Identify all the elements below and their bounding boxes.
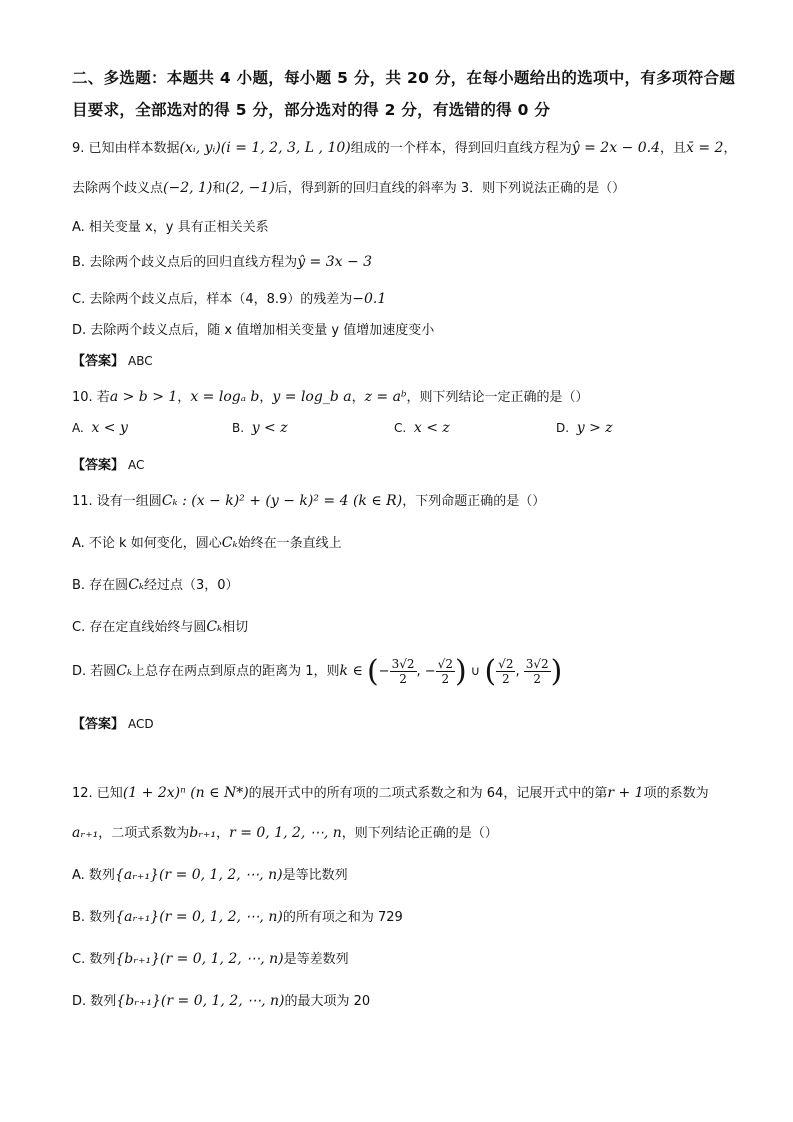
answer-label: 【答案】 bbox=[72, 458, 125, 473]
comma-minus: , − bbox=[416, 664, 436, 679]
option-text: 是等比数列 bbox=[282, 868, 348, 883]
q9-stem-text: 后，得到新的回归直线的斜率为 3．则下列说法正确的是（） bbox=[274, 181, 626, 196]
q10-stem-text: ， bbox=[177, 390, 191, 405]
q10-y-def: y = log_b a bbox=[272, 389, 352, 405]
option-text: C. 存在定直线始终与圆 bbox=[72, 620, 207, 635]
q12-option-b bbox=[72, 906, 403, 925]
comma: , bbox=[515, 664, 524, 679]
q11-circle-eq: Cₖ : (x − k)² + (y − k)² = 4 (k ∈ R) bbox=[161, 493, 403, 509]
q10-option-b bbox=[232, 420, 288, 436]
q10-x-def: x = logₐ b bbox=[190, 389, 260, 405]
q9-stem-text: 组成的一个样本，得到回归直线方程为 bbox=[350, 141, 572, 156]
q9-answer bbox=[72, 350, 153, 369]
option-math: k ∈ bbox=[339, 663, 363, 679]
q11-option-d bbox=[72, 654, 562, 689]
option-text: 的最大项为 20 bbox=[284, 994, 371, 1009]
option-text: 相切 bbox=[222, 620, 249, 635]
union-sign: ∪ bbox=[466, 664, 485, 679]
fraction bbox=[524, 657, 551, 686]
numerator: √2 bbox=[498, 657, 514, 671]
denominator: 2 bbox=[441, 672, 450, 686]
q10-condition: a > b > 1 bbox=[109, 389, 178, 405]
option-text: A. 不论 k 如何变化，圆心 bbox=[72, 536, 222, 551]
q10-stem-text: ， bbox=[351, 390, 365, 405]
q9-option-c-value: −0.1 bbox=[352, 291, 387, 307]
option-text: D. 数列 bbox=[72, 994, 117, 1009]
option-text: 经过点（3，0） bbox=[144, 578, 239, 593]
q9-option-b-eq: ŷ = 3x − 3 bbox=[297, 254, 373, 270]
option-math: {bᵣ₊₁}(r = 0, 1, 2, ⋯, n) bbox=[116, 993, 285, 1009]
answer-value: ACD bbox=[128, 717, 154, 731]
option-label: B. bbox=[232, 421, 245, 435]
fraction bbox=[436, 657, 455, 686]
option-text: C. 数列 bbox=[72, 952, 116, 967]
option-math: y < z bbox=[251, 420, 288, 436]
answer-label: 【答案】 bbox=[72, 717, 125, 732]
q12-stem-line2 bbox=[72, 822, 498, 841]
q11-stem-text: ，下列命题正确的是（） bbox=[402, 494, 546, 509]
q10-stem-text: ， bbox=[259, 390, 273, 405]
q11-stem bbox=[72, 490, 545, 509]
q9-option-a: A. 相关变量 x，y 具有正相关关系 bbox=[72, 220, 269, 235]
q9-regression-eq: ŷ = 2x − 0.4 bbox=[571, 140, 660, 156]
option-text: 始终在一条直线上 bbox=[237, 536, 342, 551]
right-paren: ) bbox=[454, 654, 467, 689]
q10-stem-text: ，则下列结论一定正确的是（） bbox=[406, 390, 589, 405]
q9-option-b bbox=[72, 251, 372, 270]
option-text: D. 若圆 bbox=[72, 664, 117, 679]
option-math: {aᵣ₊₁}(r = 0, 1, 2, ⋯, n) bbox=[115, 909, 283, 925]
option-math: {aᵣ₊₁}(r = 0, 1, 2, ⋯, n) bbox=[114, 867, 283, 883]
q12-stem-text: 的展开式中的所有项的二项式系数之和为 64，记展开式中的第 bbox=[248, 786, 608, 801]
q11-answer bbox=[72, 713, 154, 732]
q9-stem-text: 去除两个歧义点 bbox=[72, 181, 164, 196]
left-paren: ( bbox=[484, 654, 497, 689]
q9-option-c bbox=[72, 288, 386, 307]
denominator: 2 bbox=[399, 672, 407, 686]
denominator: 2 bbox=[501, 672, 510, 686]
q9-point2: (2, −1) bbox=[225, 180, 275, 196]
q12-stem-line1 bbox=[72, 782, 709, 801]
q11-option-b bbox=[72, 574, 239, 593]
option-math: y > z bbox=[576, 420, 613, 436]
q12-stem-text: ， bbox=[216, 826, 230, 841]
answer-value: ABC bbox=[128, 354, 153, 368]
option-text: 是等差数列 bbox=[283, 952, 349, 967]
q12-stem-text: 12. 已知 bbox=[72, 786, 123, 801]
q9-option-c-text: C. 去除两个歧义点后，样本（4，8.9）的残差为 bbox=[72, 292, 353, 307]
q10-option-c bbox=[394, 420, 450, 436]
option-math: {bᵣ₊₁}(r = 0, 1, 2, ⋯, n) bbox=[115, 951, 284, 967]
q12-stem-text: ，二项式系数为 bbox=[98, 826, 190, 841]
q9-stem-text: ，且 bbox=[660, 141, 687, 156]
minus-sign: − bbox=[378, 664, 390, 679]
q9-sample-data: (xᵢ, yᵢ)(i = 1, 2, 3, L , 10) bbox=[179, 140, 351, 156]
q9-stem-text: 和 bbox=[212, 181, 226, 196]
q12-option-d bbox=[72, 990, 370, 1009]
option-label: C. bbox=[394, 421, 407, 435]
fraction bbox=[390, 657, 417, 686]
denominator: 2 bbox=[533, 672, 541, 686]
q12-binomial: (1 + 2x)ⁿ (n ∈ N*) bbox=[122, 785, 249, 801]
left-paren: ( bbox=[366, 654, 379, 689]
q9-stem-text: 9. 已知由样本数据 bbox=[72, 141, 180, 156]
q11-option-c bbox=[72, 616, 248, 635]
q12-option-c bbox=[72, 948, 349, 967]
q9-stem-line2 bbox=[72, 177, 625, 196]
q10-stem bbox=[72, 386, 589, 405]
option-math: Cₖ bbox=[128, 577, 145, 593]
q12-binom-coef: bᵣ₊₁ bbox=[189, 825, 217, 841]
option-text: 的所有项之和为 729 bbox=[282, 910, 403, 925]
q10-stem-text: 10. 若 bbox=[72, 390, 110, 405]
section-heading-line2: 目要求，全部选对的得 5 分，部分选对的得 2 分，有选错的得 0 分 bbox=[72, 101, 551, 119]
option-text: B. 存在圆 bbox=[72, 578, 129, 593]
q10-option-d bbox=[556, 420, 613, 436]
option-math: Cₖ bbox=[116, 663, 133, 679]
q10-option-a bbox=[72, 420, 128, 436]
option-label: D. bbox=[556, 421, 570, 435]
q9-option-d: D. 去除两个歧义点后，随 x 值增加相关变量 y 值增加速度变小 bbox=[72, 323, 435, 338]
right-paren: ) bbox=[550, 654, 563, 689]
option-label: A. bbox=[72, 421, 84, 435]
numerator: 3√2 bbox=[391, 657, 415, 671]
numerator: 3√2 bbox=[525, 657, 549, 671]
q12-option-a bbox=[72, 864, 348, 883]
q9-option-b-text: B. 去除两个歧义点后的回归直线方程为 bbox=[72, 255, 298, 270]
answer-label: 【答案】 bbox=[72, 354, 125, 369]
option-text: A. 数列 bbox=[72, 868, 115, 883]
section-heading-line1: 二、多选题：本题共 4 小题，每小题 5 分，共 20 分，在每小题给出的选项中，有多项符合题 bbox=[72, 69, 736, 87]
q12-stem-text: 项的系数为 bbox=[643, 786, 709, 801]
option-math: x < z bbox=[413, 420, 450, 436]
fraction bbox=[496, 657, 515, 686]
option-math: Cₖ bbox=[206, 619, 223, 635]
answer-value: AC bbox=[128, 458, 145, 472]
q10-z-def: z = aᵇ bbox=[364, 389, 407, 405]
q11-option-a bbox=[72, 532, 342, 551]
option-math: Cₖ bbox=[221, 535, 238, 551]
option-text: 上总存在两点到原点的距离为 1，则 bbox=[132, 664, 340, 679]
q10-answer bbox=[72, 454, 144, 473]
option-math: x < y bbox=[91, 420, 128, 436]
numerator: √2 bbox=[437, 657, 453, 671]
q12-coef: aᵣ₊₁ bbox=[72, 825, 99, 841]
q9-point1: (−2, 1) bbox=[163, 180, 213, 196]
q9-mean-x: x̄ = 2 bbox=[686, 140, 724, 156]
q12-stem-text: ，则下列结论正确的是（） bbox=[341, 826, 498, 841]
q9-stem-text: ， bbox=[723, 141, 737, 156]
q11-stem-text: 11. 设有一组圆 bbox=[72, 494, 162, 509]
q9-stem-line1 bbox=[72, 137, 736, 156]
q12-r-range: r = 0, 1, 2, ⋯, n bbox=[229, 825, 342, 841]
option-text: B. 数列 bbox=[72, 910, 116, 925]
q12-term-index: r + 1 bbox=[607, 785, 644, 801]
